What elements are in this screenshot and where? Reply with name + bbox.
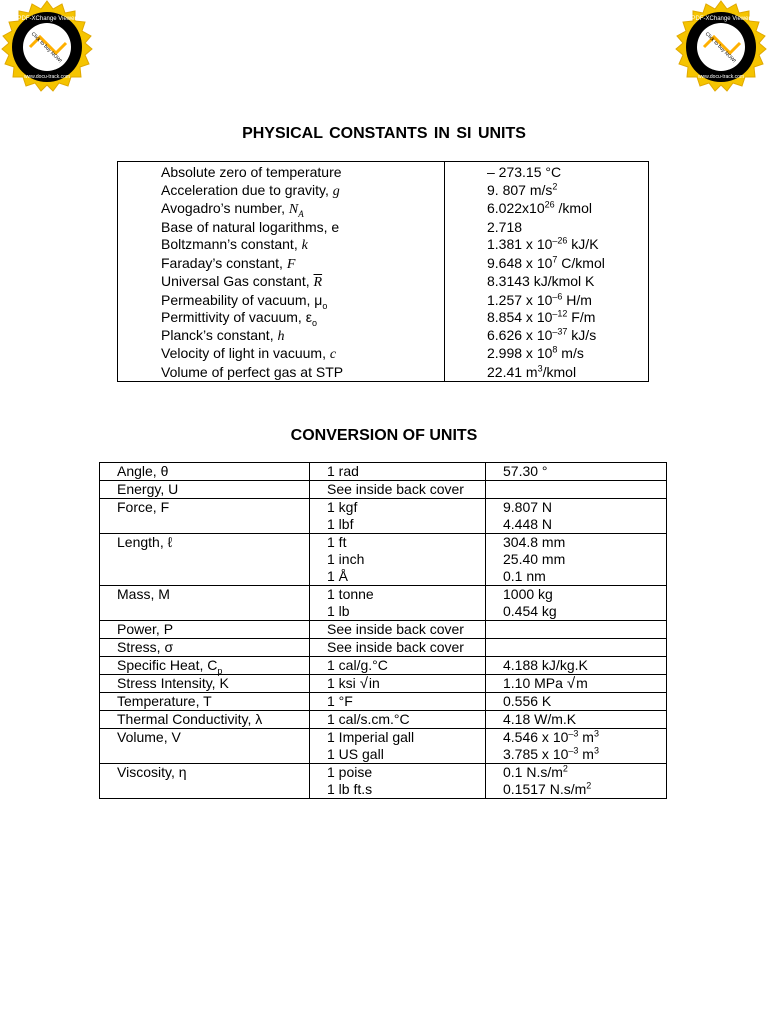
unit-line: [327, 639, 485, 656]
unit-text: 1 cal/g.°C: [327, 657, 388, 673]
unit-line: [327, 729, 485, 746]
conversion-row: [100, 499, 667, 534]
unit-text: 1 US gall: [327, 746, 384, 762]
physical-constants-table: [117, 161, 649, 382]
constant-row: [118, 200, 649, 219]
value-text: 25.40 mm: [503, 551, 566, 567]
constant-row: [118, 182, 649, 201]
constant-name: Avogadro’s number,: [161, 200, 289, 216]
constant-value: 9. 807 m/s: [487, 181, 553, 198]
value-text: 4.546 x 10: [503, 729, 569, 745]
constant-value: 6.022x10: [487, 200, 545, 216]
unit-text: See inside back cover: [327, 481, 464, 497]
value-line: [503, 481, 666, 498]
conversion-row: [100, 639, 667, 657]
unit-cell: [310, 586, 486, 621]
constant-unit: m/s: [557, 345, 584, 361]
value-cell: [486, 729, 667, 764]
constant-subscript: o: [311, 317, 317, 328]
constant-name: Permeability of vacuum, μ: [161, 291, 323, 308]
quantity-cell: [100, 621, 310, 639]
badge-top-text: PDF-XChange Viewer: [691, 16, 751, 22]
badge-bottom-text: www.docu-track.com: [23, 74, 71, 80]
unit-text: 1 tonne: [327, 586, 374, 602]
unit-text: 1 poise: [327, 764, 373, 780]
constant-row: [118, 162, 649, 182]
constant-name: Base of natural logarithms, e: [161, 218, 340, 235]
constant-value: 1.381 x 10: [487, 236, 553, 252]
value-line: [503, 675, 666, 692]
unit-line: [327, 693, 485, 710]
constant-value: 2.718: [487, 218, 523, 235]
value-line: [503, 568, 666, 585]
constant-row: [118, 273, 649, 292]
constant-exponent: 3: [537, 362, 543, 373]
conversion-row: [100, 534, 667, 586]
constant-value-cell: [445, 182, 649, 201]
conversion-row: [100, 621, 667, 639]
constant-name-cell: [118, 219, 445, 237]
value-cell: [486, 463, 667, 481]
value-line: [503, 621, 666, 638]
constant-name-cell: [118, 182, 445, 201]
constant-name-cell: [118, 273, 445, 292]
unit-line: [327, 603, 485, 620]
value-line: [503, 781, 666, 798]
quantity-cell: [100, 534, 310, 586]
constant-row: [118, 327, 649, 346]
conversion-table: [99, 462, 667, 799]
value-cell: [486, 499, 667, 534]
unit-line: [327, 568, 485, 585]
value-line: [503, 586, 666, 603]
value-text: 304.8 mm: [503, 534, 566, 550]
value-line: [503, 729, 666, 746]
conversion-row: [100, 729, 667, 764]
quantity-cell: [100, 729, 310, 764]
constant-value-cell: [445, 162, 649, 182]
sqrt-radicand: in: [368, 675, 380, 691]
unit-cell: [310, 463, 486, 481]
value-text: 1.10 MPa: [503, 675, 567, 691]
value-text: 9.807 N: [503, 499, 553, 515]
constant-symbol: F: [286, 256, 296, 272]
unit-line: [327, 781, 485, 798]
quantity-cell: [100, 639, 310, 657]
quantity-subscript: p: [217, 665, 223, 676]
unit-line: [327, 621, 485, 638]
value-text: 57.30 °: [503, 463, 548, 479]
conversion-row: [100, 657, 667, 675]
constant-symbol: k: [301, 238, 308, 253]
quantity-label: Force, F: [117, 499, 170, 515]
unit-text: See inside back cover: [327, 639, 464, 655]
value-exponent: –3: [568, 745, 579, 756]
constant-exponent: 7: [552, 253, 558, 264]
constants-title: PHYSICAL CONSTANTS IN SI UNITS: [242, 125, 526, 142]
conversion-row: [100, 711, 667, 729]
constant-value-cell: [445, 327, 649, 346]
constant-value-cell: [445, 345, 649, 364]
value-unit-exponent: 3: [593, 745, 599, 756]
unit-line: [327, 499, 485, 516]
unit-text: 1 lbf: [327, 516, 354, 532]
quantity-label: Stress Intensity, K: [117, 675, 229, 691]
value-line: [503, 693, 666, 710]
constant-row: [118, 345, 649, 364]
quantity-cell: [100, 586, 310, 621]
conversion-row: [100, 463, 667, 481]
unit-text: 1 Imperial gall: [327, 729, 415, 745]
value-text: 0.454 kg: [503, 603, 557, 619]
conversion-row: [100, 481, 667, 499]
unit-cell: [310, 729, 486, 764]
constant-value: 8.854 x 10: [487, 309, 553, 325]
constant-value: 2.998 x 10: [487, 345, 553, 361]
constant-value: 22.41 m: [487, 363, 538, 380]
constant-exponent: 8: [552, 344, 558, 355]
pdf-xchange-badge[interactable]: [0, 0, 94, 94]
value-cell: [486, 711, 667, 729]
quantity-cell: [100, 693, 310, 711]
quantity-label: Volume, V: [117, 729, 181, 745]
quantity-cell: [100, 657, 310, 675]
unit-line: [327, 764, 485, 781]
constant-unit: F/m: [567, 309, 596, 325]
value-cell: [486, 534, 667, 586]
conversion-row: [100, 764, 667, 799]
unit-cell: [310, 621, 486, 639]
constant-exponent: –12: [552, 308, 568, 319]
unit-line: [327, 675, 485, 692]
value-line: [503, 711, 666, 728]
constant-name: Permittivity of vacuum, ε: [161, 309, 312, 325]
constant-exponent: 26: [544, 199, 555, 210]
value-exponent: –3: [568, 728, 579, 739]
unit-text: 1 lb ft.s: [327, 781, 373, 797]
quantity-label: Viscosity, η: [117, 764, 187, 780]
quantity-label: Specific Heat, C: [117, 657, 218, 673]
constant-name-cell: [118, 255, 445, 274]
value-line: [503, 764, 666, 781]
constant-value-cell: [445, 273, 649, 292]
unit-text: 1 Å: [327, 568, 349, 584]
constant-unit: /kmol: [554, 200, 592, 216]
value-cell: [486, 693, 667, 711]
constant-name-cell: [118, 292, 445, 310]
quantity-label: Thermal Conductivity, λ: [117, 711, 263, 727]
constant-name-cell: [118, 309, 445, 327]
value-cell: [486, 675, 667, 693]
constant-value-cell: [445, 255, 649, 274]
value-text: 4.448 N: [503, 516, 553, 532]
value-text: 4.18 W/m.K: [503, 711, 577, 727]
constant-row: [118, 236, 649, 255]
constant-name-cell: [118, 327, 445, 346]
unit-cell: [310, 693, 486, 711]
constant-value-cell: [445, 200, 649, 219]
constant-value: 1.257 x 10: [487, 291, 553, 308]
constant-value: – 273.15 °C: [487, 164, 562, 180]
unit-text: 1 kgf: [327, 499, 358, 515]
unit-cell: [310, 534, 486, 586]
value-cell: [486, 586, 667, 621]
quantity-label: Stress, σ: [117, 639, 174, 655]
constant-name-cell: [118, 364, 445, 382]
value-text: 4.188 kJ/kg.K: [503, 657, 588, 673]
unit-cell: [310, 675, 486, 693]
conversion-title: CONVERSION OF UNITS: [290, 427, 478, 444]
unit-line: [327, 586, 485, 603]
value-unit-exponent: 2: [562, 763, 568, 774]
unit-line: [327, 534, 485, 551]
value-unit: m: [578, 746, 594, 762]
constant-value-cell: [445, 309, 649, 327]
constant-name-cell: [118, 200, 445, 219]
value-text: 3.785 x 10: [503, 746, 569, 762]
constant-symbol: g: [332, 183, 340, 199]
value-line: [503, 551, 666, 568]
quantity-cell: [100, 463, 310, 481]
value-text: 0.1517 N.s/m: [503, 781, 587, 797]
badge-top-text: PDF-XChange Viewer: [17, 16, 77, 22]
unit-line: [327, 746, 485, 763]
conversion-row: [100, 675, 667, 693]
value-line: [503, 499, 666, 516]
unit-line: [327, 516, 485, 533]
constant-unit: kJ/s: [567, 326, 597, 343]
value-unit-exponent: 2: [586, 780, 592, 791]
quantity-cell: [100, 764, 310, 799]
constant-symbol-subscript: A: [298, 208, 304, 219]
unit-cell: [310, 481, 486, 499]
constant-row: [118, 364, 649, 382]
constant-unit: /kmol: [542, 363, 577, 380]
conversion-row: [100, 586, 667, 621]
value-cell: [486, 657, 667, 675]
constant-value: 9.648 x 10: [487, 254, 553, 271]
quantity-label: Angle, θ: [117, 463, 169, 479]
constant-name: Boltzmann’s constant,: [161, 236, 302, 252]
unit-text: 1 rad: [327, 463, 359, 479]
value-text: 1000 kg: [503, 586, 553, 602]
unit-text: 1 ft: [327, 534, 347, 550]
value-line: [503, 603, 666, 620]
pdf-xchange-badge[interactable]: [674, 0, 768, 94]
quantity-cell: [100, 481, 310, 499]
value-unit: m: [578, 729, 594, 745]
value-text: 0.556 K: [503, 693, 552, 709]
unit-text: 1 ksi: [327, 675, 360, 691]
unit-line: [327, 463, 485, 480]
constant-name: Faraday’s constant,: [161, 254, 287, 271]
value-line: [503, 516, 666, 533]
sqrt-radicand: m: [576, 675, 588, 691]
value-cell: [486, 481, 667, 499]
constant-value: 8.3143 kJ/kmol K: [487, 273, 595, 289]
constant-name: Volume of perfect gas at STP: [161, 363, 344, 380]
constant-name: Planck’s constant,: [161, 326, 278, 343]
quantity-label: Mass, M: [117, 586, 170, 602]
constant-name: Acceleration due to gravity,: [161, 181, 333, 198]
badge-center-text: Click to buy NOW!: [29, 31, 63, 65]
quantity-label: Energy, U: [117, 481, 179, 497]
constant-symbol: h: [277, 328, 285, 344]
constant-value-cell: [445, 219, 649, 237]
constant-exponent: 2: [552, 180, 558, 191]
value-text: 0.1 nm: [503, 568, 546, 584]
sqrt-sign: √: [359, 675, 368, 692]
unit-line: [327, 711, 485, 728]
value-cell: [486, 639, 667, 657]
value-text: 0.1 N.s/m: [503, 764, 563, 780]
constant-row: [118, 309, 649, 327]
constant-value-cell: [445, 292, 649, 310]
quantity-label: Power, P: [117, 621, 174, 637]
constant-value: 6.626 x 10: [487, 326, 553, 343]
constant-exponent: –37: [552, 325, 568, 336]
constant-row: [118, 255, 649, 274]
value-line: [503, 534, 666, 551]
quantity-cell: [100, 711, 310, 729]
unit-cell: [310, 711, 486, 729]
badge-bottom-text: www.docu-track.com: [697, 74, 745, 80]
constant-unit: H/m: [562, 291, 592, 308]
constant-value-cell: [445, 236, 649, 255]
constant-name-cell: [118, 345, 445, 364]
constant-name-cell: [118, 162, 445, 182]
badge-center-text: Click to buy NOW!: [703, 31, 737, 65]
unit-text: 1 °F: [327, 693, 353, 709]
value-cell: [486, 764, 667, 799]
quantity-cell: [100, 499, 310, 534]
conversion-row: [100, 693, 667, 711]
constant-symbol: N: [288, 202, 299, 217]
constant-name: Universal Gas constant,: [161, 273, 314, 289]
constant-name-cell: [118, 236, 445, 255]
value-cell: [486, 621, 667, 639]
unit-line: [327, 551, 485, 568]
constant-symbol: c: [329, 347, 337, 362]
constant-value-cell: [445, 364, 649, 382]
value-line: [503, 746, 666, 763]
unit-cell: [310, 499, 486, 534]
constant-name: Velocity of light in vacuum,: [161, 345, 330, 361]
unit-text: See inside back cover: [327, 621, 464, 637]
constant-symbol-bar: $\overline{R}$: [313, 275, 323, 290]
unit-text: 1 inch: [327, 551, 365, 567]
constant-subscript: o: [322, 300, 328, 311]
sqrt-sign: √: [566, 675, 576, 692]
constant-exponent: –6: [552, 290, 563, 301]
constant-row: [118, 292, 649, 310]
unit-line: [327, 657, 485, 674]
unit-line: [327, 481, 485, 498]
unit-cell: [310, 764, 486, 799]
constant-row: [118, 219, 649, 237]
value-line: [503, 639, 666, 656]
value-line: [503, 657, 666, 674]
unit-cell: [310, 657, 486, 675]
constant-unit: C/kmol: [557, 254, 605, 271]
constant-exponent: –26: [552, 235, 568, 246]
value-line: [503, 463, 666, 480]
quantity-label: Temperature, T: [117, 693, 212, 709]
constant-unit: kJ/K: [567, 236, 599, 252]
constant-name: Absolute zero of temperature: [161, 164, 342, 180]
quantity-label: Length, ℓ: [117, 534, 173, 550]
unit-text: 1 lb: [327, 603, 350, 619]
quantity-cell: [100, 675, 310, 693]
unit-cell: [310, 639, 486, 657]
unit-text: 1 cal/s.cm.°C: [327, 711, 410, 727]
value-unit-exponent: 3: [593, 728, 599, 739]
